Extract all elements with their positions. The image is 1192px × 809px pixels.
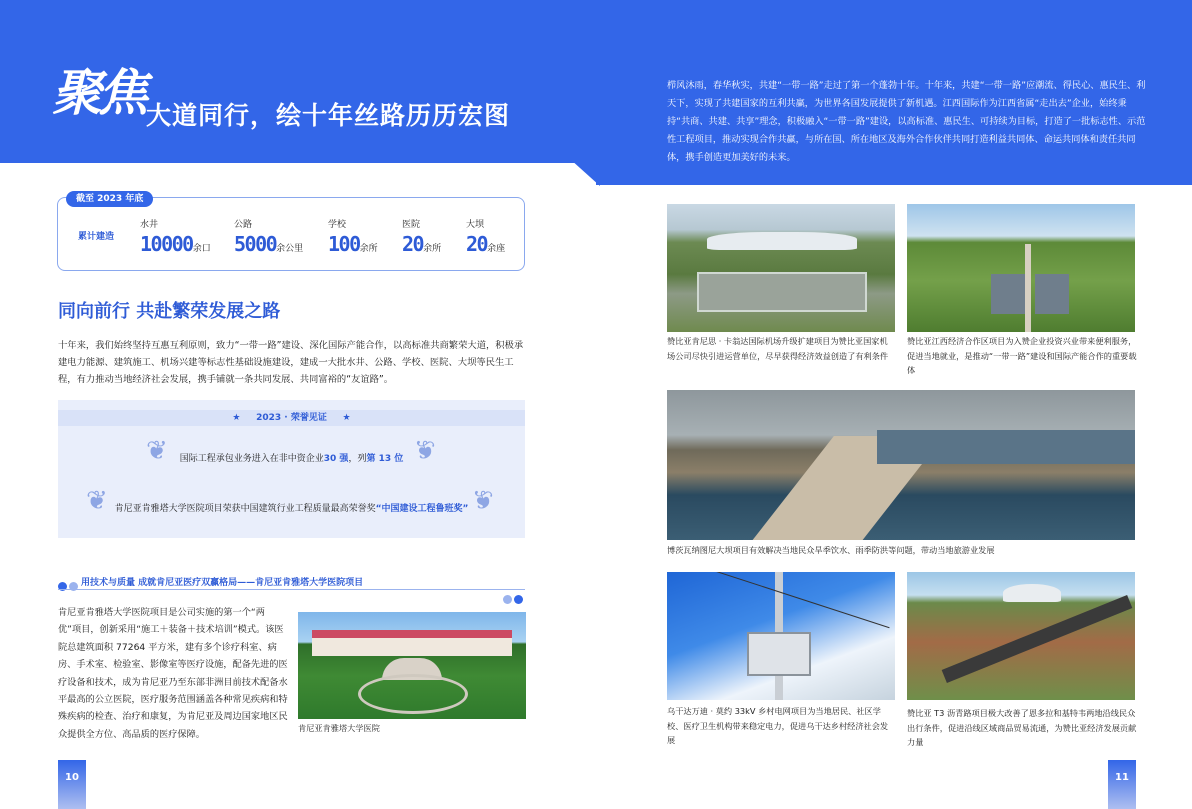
stat-unit: 余所 [423, 244, 442, 254]
page-number-left: 10 [58, 760, 86, 809]
stat-unit: 余公里 [276, 244, 304, 254]
road-photo-caption: 赞比亚 T3 沥青路项目极大改善了恩多拉和基特韦两地沿线民众出行条件，促进沿线区域商品贸易流通，为赞比亚经济发展贡献力量 [907, 708, 1137, 748]
laurel-right-icon: ❦ [414, 436, 436, 466]
honor-heading-text: 2023 · 荣誉见证 [256, 413, 327, 423]
project-title: 用技术与质量 成就肯尼亚医疗双赢格局——肯尼亚肯雅塔大学医院项目 [81, 578, 364, 588]
decor-dots-right [503, 589, 525, 608]
stat-name: 学校 [328, 220, 347, 230]
stat-value: 20 [402, 232, 424, 256]
stat-value: 100 [328, 232, 360, 256]
honor-line-1: 国际工程承包业务进入在非中资企业30 强，列第 13 位 [179, 454, 404, 464]
stats-label: 累计建造 [78, 232, 115, 242]
hospital-photo [298, 612, 526, 719]
hospital-photo-caption: 肯尼亚肯雅塔大学医院 [298, 723, 380, 733]
section-body: 十年来，我们始终坚持互惠互利原则，致力“一带一路”建设、深化国际产能合作，以高标准共商繁荣大道，积极承建电力能源、建筑施工、机场兴建等标志性基础设施建设，建成一大批水井、公路、学校、医院、大坝等民生工程，有力推动当地经济社会发展，携手铺就一条共同发展、共同富裕的“友谊路”。 [58, 340, 524, 385]
stats-date-tag: 截至 2023 年底 [66, 191, 153, 207]
stat-unit: 余口 [192, 244, 211, 254]
economic-zone-photo [907, 204, 1135, 332]
airport-photo-caption: 赞比亚肯尼思 · 卡翁达国际机场升级扩建项目为赞比亚国家机场公司尽快引进运营单位，尽早获得经济效益创造了有利条件 [667, 336, 889, 361]
stat-value: 20 [466, 232, 488, 256]
laurel-left-icon: ❦ [86, 486, 108, 516]
power-grid-photo [667, 572, 895, 700]
dam-photo [667, 390, 1135, 540]
stat-value: 10000 [140, 232, 193, 256]
stat-hospitals [402, 217, 441, 256]
project-divider [58, 589, 525, 590]
stat-value: 5000 [234, 232, 277, 256]
star-icon: ★ [326, 413, 351, 423]
laurel-right-icon: ❦ [472, 486, 494, 516]
road-photo [907, 572, 1135, 700]
section-title: 同向前行 共赴繁荣发展之路 [58, 301, 281, 322]
stat-name: 大坝 [466, 220, 485, 230]
intro-paragraph: 栉风沐雨，春华秋实，共建“一带一路”走过了第一个蓬勃十年。十年来，共建“一带一路”应潮流、得民心、惠民生、利天下，实现了共建国家的互利共赢，为世界各国发展提供了新机遇。江西国际作为江西省属“走出去”企业，始终秉持“共商、共建、共享”理念，积极融入“一带一路”建设，以高标准、惠民生、可持续为目标，打造了一批标志性、示范性工程项目，推动实现合作共赢，与所在国、所在地区及海外合作伙伴共同打造利益共同体、命运共同体和责任共同体，携手创造更加美好的未来。 [667, 80, 1146, 163]
honor-box [58, 400, 525, 538]
stat-name: 医院 [402, 220, 421, 230]
airport-photo [667, 204, 895, 332]
stat-name: 水井 [140, 220, 159, 230]
honor-line-2: 肯尼亚肯雅塔大学医院项目荣获中国建筑行业工程质量最高荣誉奖“中国建设工程鲁班奖” [114, 504, 469, 514]
decor-dots-left [58, 576, 80, 595]
economic-zone-photo-caption: 赞比亚江西经济合作区项目为入赞企业投资兴业带来便利服务，促进当地就业，是推动“一带一路”建设和国际产能合作的重要载体 [907, 336, 1137, 376]
stat-wells [140, 217, 211, 256]
power-grid-photo-caption: 乌干达万迪 · 莫约 33kV 乡村电网项目为当地居民、社区学校、医疗卫生机构带来稳定电力，促进乌干达乡村经济社会发展 [667, 706, 889, 746]
stat-unit: 余所 [359, 244, 378, 254]
page-title: 大道同行，绘十年丝路历历宏图 [146, 101, 511, 130]
dam-photo-caption: 博茨瓦纳图尼大坝项目有效解决当地民众旱季饮水、雨季防洪等问题，带动当地旅游业发展 [667, 545, 995, 555]
stat-unit: 余座 [487, 244, 506, 254]
stat-schools [328, 217, 378, 256]
star-icon: ★ [232, 413, 257, 423]
honor-heading [58, 410, 525, 426]
stat-roads [234, 217, 303, 256]
laurel-left-icon: ❦ [146, 436, 168, 466]
calligraphy-title: 聚焦 [52, 63, 144, 122]
header-band-slant [560, 150, 600, 186]
page-number-right: 11 [1108, 760, 1136, 809]
project-body: 肯尼亚肯雅塔大学医院项目是公司实施的第一个“两优”项目，创新采用“施工＋装备＋技术培训”模式。该医院总建筑面积 77264 平方米，建有多个诊疗科室、病房、手术室、检验室、影像室等医疗设施，配备先进的医疗设备和技术，成为肯尼亚乃至东部非洲目前技术配备水平最高的公立医院，医疗服务范围涵盖各种常见疾病和特殊疾病的检查、治疗和康复，为肯尼亚及周边国家地区民众提供全方位、高品质的医疗保障。 [58, 607, 288, 740]
stat-dams [466, 217, 505, 256]
stat-name: 公路 [234, 220, 253, 230]
